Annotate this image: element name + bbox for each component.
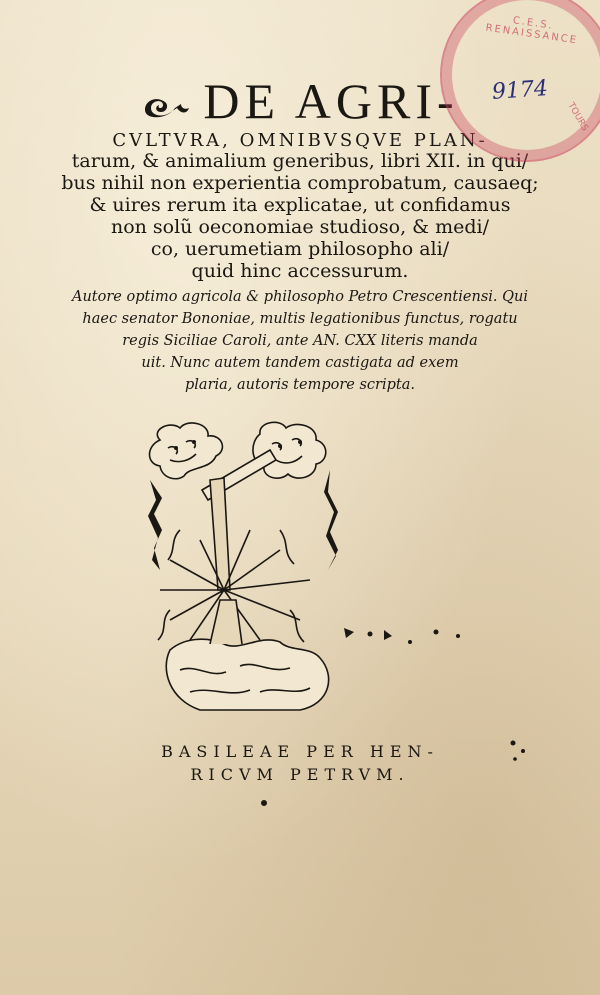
- body-line: non solũ oeconomiae studioso, & medi/: [110, 216, 490, 238]
- body-line: bus nihil non experientia comprobatum, causaeq;: [61, 172, 539, 194]
- title: DE AGRI-: [0, 72, 600, 136]
- stamp-text: C.E.S. RENAISSANCE: [484, 15, 579, 47]
- body-line: & uires rerum ita explicatae, ut confidamus: [89, 194, 511, 216]
- author-line: Autore optimo agricola & philosopho Petro Crescentiensi. Qui: [72, 289, 528, 305]
- author-line: uit. Nunc autem tandem castigata ad exem: [141, 355, 459, 371]
- author-line: haec senator Bononiae, multis legationibus functus, rogatu: [82, 311, 518, 327]
- fleuron-dot-icon: [258, 794, 270, 813]
- imprint-line: RICVM PETRVM.: [190, 765, 410, 784]
- fleuron-ornament-icon: [141, 78, 193, 136]
- author-line: regis Siciliae Caroli, ante AN. CXX literis manda: [122, 333, 478, 349]
- subtitle-line: CVLTVRA, OMNIBVSQVE PLAN-: [112, 130, 488, 151]
- body-line: co, uerumetiam philosopho ali/: [150, 238, 450, 260]
- woodcut-illustration: [140, 420, 350, 724]
- stamp-location: TOURS: [565, 101, 590, 133]
- shelf-number: 9174: [491, 76, 549, 105]
- imprint-line: BASILEAE PER HEN-: [161, 742, 439, 761]
- author-line: plaria, autoris tempore scripta.: [185, 377, 415, 393]
- ink-speck-icon: [340, 622, 480, 656]
- body-line: quid hinc accessurum.: [191, 260, 409, 282]
- body-line: tarum, & animalium generibus, libri XII. in qui/: [71, 150, 529, 172]
